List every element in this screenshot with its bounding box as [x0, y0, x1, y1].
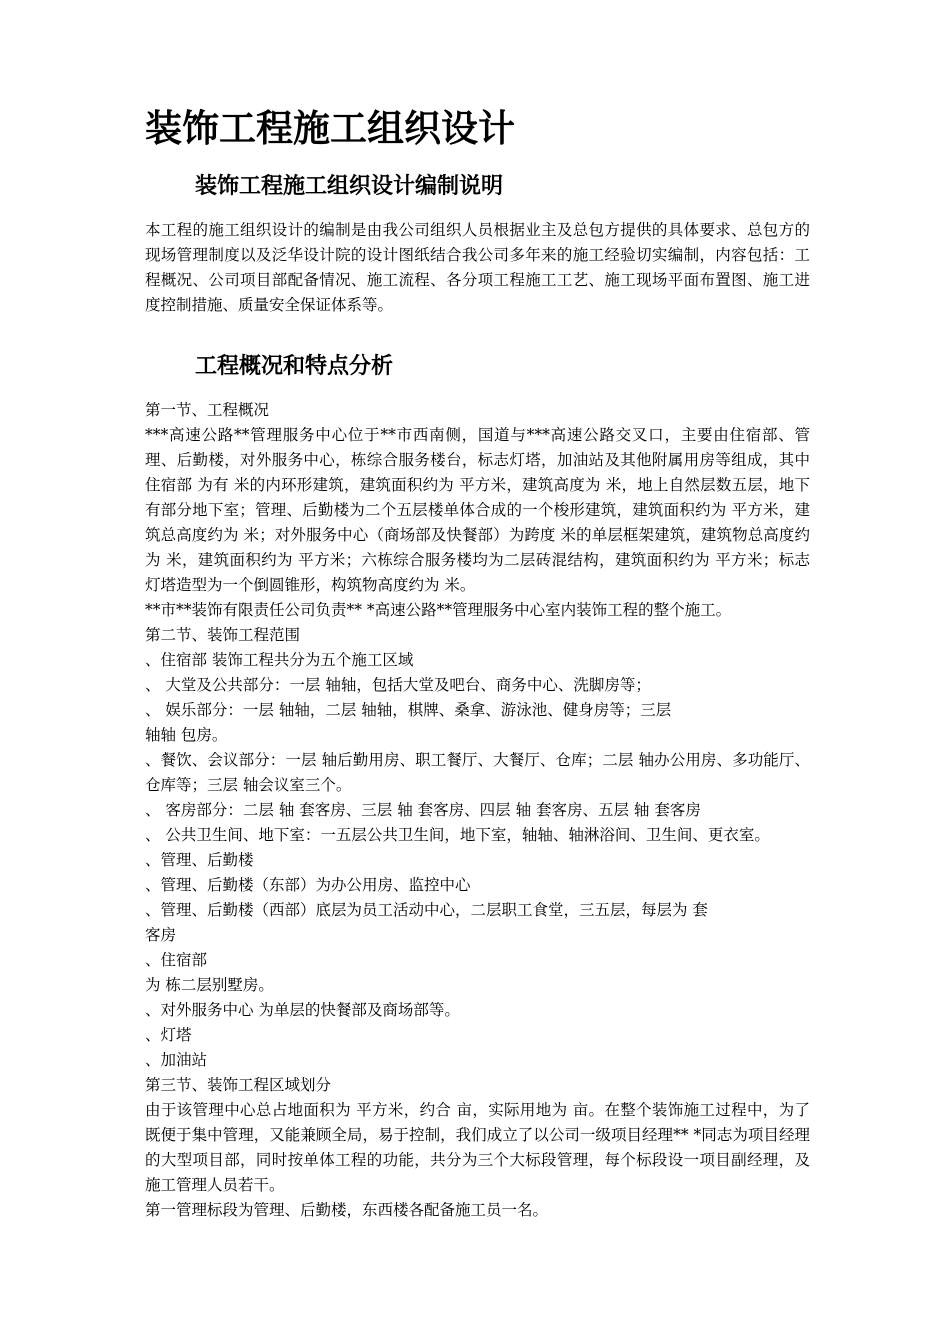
section-heading-preparation-notes: 装饰工程施工组织设计编制说明	[195, 173, 504, 199]
body-line: 、管理、后勤楼	[145, 851, 254, 869]
body-line: 第一管理标段为管理、后勤楼，东西楼各配备施工员一名。	[145, 1201, 549, 1219]
body-line: 客房	[145, 926, 177, 944]
body-line: 由于该管理中心总占地面积为 平方米，约合 亩，实际用地为 亩。在整个装饰施工过程中，为了既便于集中管理，又能兼顾全局，易于控制，我们成立了以公司一级项目经理** *同志为项目经理的大型项目部，同时按单体工程的功能，共分为三个大标段管理，每个标段设一项目副经理，及施工管理人员若干。	[145, 1101, 810, 1194]
body-line: 、对外服务中心 为单层的快餐部及商场部等。	[145, 1001, 460, 1019]
intro-block	[145, 218, 810, 318]
body-line: 、灯塔	[145, 1026, 192, 1044]
body-line: 、管理、后勤楼（东部）为办公用房、监控中心	[145, 876, 471, 894]
body-line: 为 栋二层别墅房。	[145, 976, 274, 994]
body-line: 、 客房部分：二层 轴 套客房、三层 轴 套客房、四层 轴 套客房、五层 轴 套客房	[145, 801, 701, 819]
document-title: 装饰工程施工组织设计	[145, 106, 515, 150]
section-heading-project-overview: 工程概况和特点分析	[195, 353, 394, 379]
body-line: 、 娱乐部分：一层 轴轴，二层 轴轴，棋牌、桑拿、游泳池、健身房等；三层	[145, 701, 672, 719]
body-line: 第三节、装饰工程区域划分	[145, 1076, 332, 1094]
project-overview-body	[145, 398, 810, 1223]
body-line: 、餐饮、会议部分：一层 轴后勤用房、职工餐厅、大餐厅、仓库；二层 轴办公用房、多功能厅、仓库等；三层 轴会议室三个。	[145, 751, 810, 794]
body-line: ***高速公路**管理服务中心位于**市西南侧，国道与***高速公路交叉口，主要由住宿部、管理、后勤楼，对外服务中心，栋综合服务楼台，标志灯塔，加油站及其他附属用房等组成，其中住宿部 为有 米的内环形建筑，建筑面积约为 平方米，建筑高度为 米，地上自然层数五层，地下有部分地下室；管理、后勤楼为二个五层楼单体合成的一个梭形建筑，建筑面积约为 平方米，建筑总高度约为 米；对外服务中心（商场部及快餐部）为跨度 米的单层框架建筑，建筑物总高度约为 米，建筑面积约为 平方米；六栋综合服务楼均为二层砖混结构，建筑面积约为 平方米；标志灯塔造型为一个倒圆锥形，构筑物高度约为 米。	[145, 426, 810, 594]
body-line: 、管理、后勤楼（西部）底层为员工活动中心，二层职工食堂，三五层，每层为 套	[145, 901, 708, 919]
body-line: 、住宿部	[145, 951, 208, 969]
body-line: 、 大堂及公共部分：一层 轴轴，包括大堂及吧台、商务中心、洗脚房等；	[145, 676, 651, 694]
body-line: 第二节、装饰工程范围	[145, 626, 301, 644]
intro-paragraph: 本工程的施工组织设计的编制是由我公司组织人员根据业主及总包方提供的具体要求、总包方的现场管理制度以及泛华设计院的设计图纸结合我公司多年来的施工经验切实编制，内容包括：工程概况、公司项目部配备情况、施工流程、各分项工程施工工艺、施工现场平面布置图、施工进度控制措施、质量安全保证体系等。	[145, 221, 810, 314]
body-line: 第一节、工程概况	[145, 401, 270, 419]
body-line: 轴轴 包房。	[145, 726, 228, 744]
body-line: 、 公共卫生间、地下室：一五层公共卫生间，地下室，轴轴、轴淋浴间、卫生间、更衣室。	[145, 826, 770, 844]
body-line: 、加油站	[145, 1051, 208, 1069]
body-line: **市**装饰有限责任公司负责** *高速公路**管理服务中心室内装饰工程的整个施工。	[145, 601, 732, 619]
body-line: 、住宿部 装饰工程共分为五个施工区域	[145, 651, 414, 669]
